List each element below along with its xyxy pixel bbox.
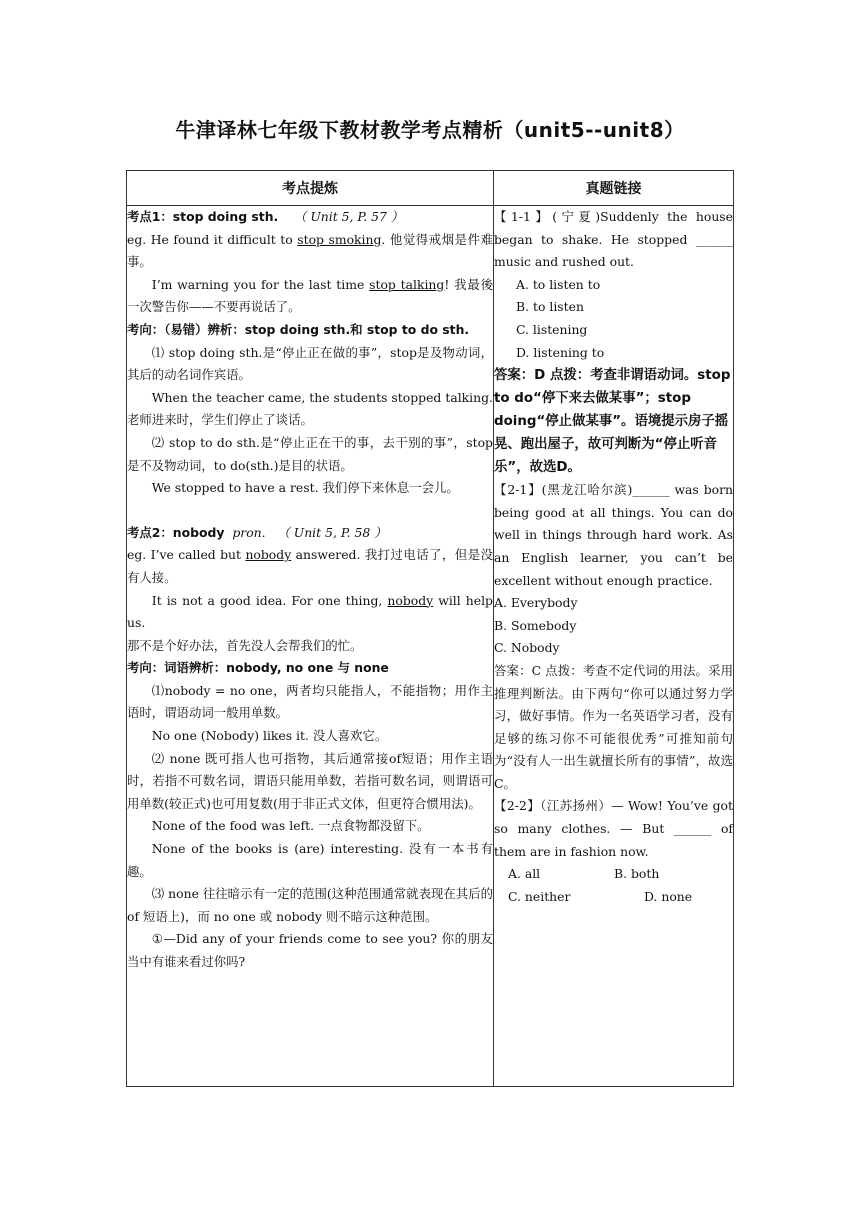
q1-stem: 【1-1】(宁夏)Suddenly the house began to shake. He stopped ______ music and rushed out. (494, 209, 733, 270)
q2-option-a: A. Everybody (494, 595, 578, 611)
header-row (127, 171, 734, 206)
q2-answer: 答案：C 点拨：考查不定代词的用法。采用推理判断法。由下两句“你可以通过努力学习，做好事情。作为一名英语学习者，没有足够的练习你不可能很优秀”可推知前句为“没有人一出生就擅长所有的事情”，故选C。 (494, 662, 733, 791)
kp1-ref: （ Unit 5, P. 57 ） (294, 209, 404, 224)
header-right: 真题链接 (494, 171, 734, 206)
kp2-heading (127, 522, 493, 545)
q3-option-a: A. all (508, 866, 541, 882)
kp2-direction: 考向：词语辨析：nobody, no one 与 none (127, 660, 389, 676)
q2-option-c: C. Nobody (494, 640, 560, 656)
kp2-point-7: ①—Did any of your friends come to see you? 你的朋友当中有谁来看过你吗? (127, 931, 493, 969)
kp2-point-1: ⑴nobody = no one，两者均只能指人，不能指物；用作主语时，谓语动词一般用单数。 (127, 682, 493, 721)
kp2-point-3: ⑵ none 既可指人也可指物，其后通常接of短语；用作主语时，若指不可数名词，谓语只能用单数，若指可数名词，则谓语可用单数(较正式)也可用复数(用于非正式文体，但更符合惯用法)。 (127, 750, 493, 811)
kp2-label: 考点2：nobody (127, 524, 225, 540)
kp2-ref: （ Unit 5, P. 58 ） (277, 524, 387, 540)
right-column (494, 206, 734, 1087)
kp1-point-4: We stopped to have a rest. 我们停下来休息一会儿。 (151, 480, 459, 496)
content-row (127, 206, 734, 1087)
kp2-point-4: None of the food was left. 一点食物都没留下。 (151, 818, 430, 834)
kp2-point-5: None of the books is (are) interesting. 没有一本书有趣。 (127, 841, 493, 879)
kp2-point-2: No one (Nobody) likes it. 没人喜欢它。 (151, 728, 388, 744)
q3-options-row-1 (494, 863, 733, 886)
q3-stem: 【2-2】（江苏扬州）— Wow! You’ve got so many clothes. — But ______ of them are in fashion now. (494, 798, 733, 859)
q3-option-b: B. both (614, 866, 660, 882)
q1-option-b: B. to listen (516, 299, 584, 315)
q1-option-a: A. to listen to (516, 276, 601, 292)
left-column (127, 206, 494, 1087)
q3-option-c: C. neither (508, 888, 571, 904)
q2-stem: 【2-1】(黑龙江哈尔滨)______ was born being good at all things. You can do well in things through hard work. As an English learner, you can’t be excellent without enough practice. (494, 482, 733, 588)
kp2-example-2-translation: 那不是个好办法，首先没人会帮我们的忙。 (127, 637, 363, 653)
kp1-point-2: When the teacher came, the students stopped talking. 老师进来时，学生们停止了谈话。 (127, 389, 493, 428)
kp2-point-6: ⑶ none 往往暗示有一定的范围(这种范围通常就表现在其后的 of 短语上)，而 no one 或 nobody 则不暗示这种范围。 (127, 886, 493, 924)
kp2-example-2: It is not a good idea. For one thing, nobody will help us. (127, 592, 493, 631)
header-left: 考点提炼 (127, 171, 494, 206)
page-title: 牛津译林七年级下教材教学考点精析（unit5--unit8） (175, 118, 685, 142)
q3-options-row-2 (494, 886, 733, 909)
kp1-direction: 考向：（易错）辨析：stop doing sth.和 stop to do sth. (127, 321, 470, 337)
kp1-label: 考点1：stop doing sth. (127, 209, 279, 224)
content-table (126, 170, 734, 1087)
kp1-point-1: ⑴ stop doing sth.是“停止正在做的事”，stop是及物动词，其后的动名词作宾语。 (127, 344, 493, 383)
kp1-point-3: ⑵ stop to do sth.是“停止正在干的事，去干别的事”，stop是不及物动词，to do(sth.)是目的状语。 (127, 434, 493, 473)
q2-option-b: B. Somebody (494, 617, 577, 633)
q3-option-d: D. none (644, 888, 693, 904)
q1-option-d: D. listening to (516, 344, 605, 360)
kp1-heading (127, 206, 493, 229)
kp2-pos: pron. (232, 524, 266, 540)
q1-option-c: C. listening (516, 321, 588, 337)
kp2-example-1: eg. I’ve called but nobody answered. 我打过电话了，但是没有人接。 (127, 547, 493, 585)
kp1-example-1: eg. He found it difficult to stop smoking. 他觉得戒烟是件难事。 (127, 231, 493, 270)
q1-answer: 答案：D 点拨：考查非谓语动词。stop to do“停下来去做某事”；stop doing“停止做某事”。语境提示房子摇晃、跑出屋子，故可判断为“停止听音乐”，故选D。 (494, 368, 731, 476)
kp1-example-2: I’m warning you for the last time stop talking! 我最後一次警告你——不要再说话了。 (127, 276, 493, 315)
